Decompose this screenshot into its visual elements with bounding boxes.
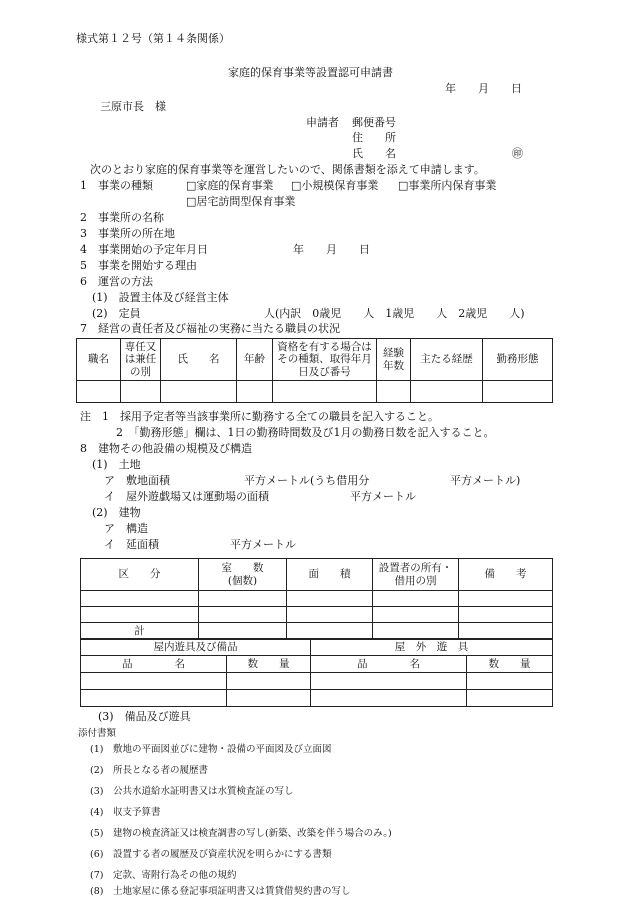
- header-rooms: [199, 559, 287, 591]
- cell-rooms[interactable]: [199, 591, 287, 607]
- item-8-structure: ア 構造: [104, 522, 148, 535]
- equipment-table-row: [81, 673, 553, 690]
- header-outdoor-qty: 数 量: [467, 656, 553, 673]
- item-6-2: (2) 定員: [92, 307, 141, 320]
- header-outdoor-equipment: 屋 外 遊 具: [311, 639, 553, 656]
- item-6: 6 運営の方法: [80, 275, 153, 288]
- header-work-pattern: 勤務形態: [483, 339, 553, 381]
- item-8-site-area-unit2: 平方メートル): [450, 474, 521, 487]
- cell-category[interactable]: [81, 607, 199, 623]
- option-home-visit-childcare[interactable]: □居宅訪問型保育事業: [186, 195, 296, 208]
- item-7: 7 経営の責任者及び福祉の実務に当たる職員の状況: [80, 322, 340, 335]
- cell-age[interactable]: [237, 381, 273, 403]
- item-8-site-area: ア 敷地面積: [104, 474, 170, 487]
- note-2: 2 「勤務形態」欄は、1日の勤務時間数及び1月の勤務日数を記入すること。: [116, 426, 495, 439]
- cell-outdoor-qty[interactable]: [467, 673, 553, 690]
- header-qualification: 資格を有する場合はその種類、取得年月日及び番号: [273, 339, 377, 381]
- header-career: 主たる経歴: [411, 339, 483, 381]
- cell-category[interactable]: [81, 591, 199, 607]
- applicant-postal-label: 郵便番号: [352, 116, 396, 129]
- staff-table: [76, 338, 553, 403]
- cell-area[interactable]: [287, 591, 373, 607]
- attachment-3: (3) 公共水道給水証明書又は水質検査証の写し: [90, 786, 294, 797]
- staff-table-row: [77, 381, 553, 403]
- attachment-7: (7) 定款、寄附行為その他の規約: [90, 870, 237, 881]
- addressee: 三原市長 様: [100, 100, 166, 113]
- item-4-date: 年 月 日: [293, 243, 370, 256]
- applicant-name-label: 氏 名: [352, 147, 396, 160]
- item-8-land: (1) 土地: [92, 458, 141, 471]
- item-6-2-detail: 人(内訳 0歳児 人 1歳児 人 2歳児 人): [264, 307, 525, 320]
- header-rooms-sub: (個数): [227, 574, 258, 587]
- applicant-address-label: 住 所: [352, 131, 396, 144]
- item-5: 5 事業を開始する理由: [80, 259, 197, 272]
- cell-ownership[interactable]: [373, 591, 459, 607]
- item-2: 2 事業所の名称: [80, 211, 164, 224]
- header-indoor-equipment: 屋内遊具及び備品: [81, 639, 311, 656]
- cell-area[interactable]: [287, 607, 373, 623]
- header-indoor-qty: 数 量: [227, 656, 311, 673]
- form-number: 様式第１２号（第１４条関係）: [76, 32, 230, 45]
- item-8-floor-area: イ 延面積: [104, 538, 159, 551]
- building-table-row: [81, 607, 553, 623]
- building-table-header-row: [81, 559, 553, 591]
- cell-indoor-item[interactable]: [81, 673, 227, 690]
- option-home-childcare[interactable]: □家庭的保育事業: [186, 179, 274, 192]
- cell-experience[interactable]: [377, 381, 411, 403]
- header-age: 年齢: [237, 339, 273, 381]
- cell-rooms[interactable]: [199, 607, 287, 623]
- cell-outdoor-qty[interactable]: [467, 690, 553, 707]
- cell-qualification[interactable]: [273, 381, 377, 403]
- header-experience-years: 経験年数: [377, 339, 411, 381]
- cell-indoor-qty[interactable]: [227, 673, 311, 690]
- item-4: 4 事業開始の予定年月日: [80, 243, 208, 256]
- cell-total-rooms[interactable]: [199, 623, 287, 640]
- cell-remarks[interactable]: [459, 607, 553, 623]
- header-rooms-label: 室 数: [221, 562, 264, 575]
- option-small-childcare[interactable]: □小規模保育事業: [291, 179, 379, 192]
- building-table-total-row: [81, 623, 553, 640]
- cell-name[interactable]: [161, 381, 237, 403]
- header-fulltime-parttime: 専任又は兼任の別: [121, 339, 161, 381]
- item-1-number: 1: [80, 179, 87, 192]
- applicant-label: 申請者: [306, 116, 339, 129]
- header-job-title: 職名: [77, 339, 121, 381]
- item-8-playground-area-unit: 平方メートル: [350, 490, 416, 503]
- cell-outdoor-item[interactable]: [311, 690, 467, 707]
- building-table-row: [81, 591, 553, 607]
- item-8-building: (2) 建物: [92, 506, 141, 519]
- item-8: 8 建物その他設備の規模及び構造: [80, 442, 252, 455]
- cell-job-title[interactable]: [77, 381, 121, 403]
- attachment-5: (5) 建物の検査済証又は検査調書の写し(新築、改築を伴う場合のみ。): [90, 828, 392, 839]
- item-1-label: 事業の種類: [98, 179, 153, 192]
- attachment-4: (4) 収支予算書: [90, 807, 161, 818]
- date-line: 年 月 日: [445, 82, 522, 95]
- total-label: 計: [81, 623, 199, 640]
- cell-work-pattern[interactable]: [483, 381, 553, 403]
- item-8-playground-area: イ 屋外遊戯場又は運動場の面積: [104, 490, 269, 503]
- item-6-1: (1) 設置主体及び経営主体: [92, 291, 229, 304]
- attachments-title: 添付書類: [78, 728, 117, 739]
- header-outdoor-item: 品 名: [311, 656, 467, 673]
- staff-table-header-row: [77, 339, 553, 381]
- attachment-2: (2) 所長となる者の履歴書: [90, 765, 208, 776]
- equipment-table-row: [81, 690, 553, 707]
- item-8-3: (3) 備品及び遊具: [98, 710, 191, 723]
- equipment-table-group-row: [81, 639, 553, 656]
- seal-mark: ㊞: [512, 147, 523, 160]
- cell-total-area[interactable]: [287, 623, 373, 640]
- header-remarks: 備 考: [459, 559, 553, 591]
- equipment-table: [80, 638, 553, 707]
- header-indoor-item: 品 名: [81, 656, 227, 673]
- header-area: 面 積: [287, 559, 373, 591]
- equipment-table-header-row: [81, 656, 553, 673]
- cell-remarks[interactable]: [459, 591, 553, 607]
- header-category: 区 分: [81, 559, 199, 591]
- intro-text: 次のとおり家庭的保育事業等を運営したいので、関係書類を添えて申請します。: [90, 163, 485, 176]
- cell-ownership[interactable]: [373, 607, 459, 623]
- cell-indoor-item[interactable]: [81, 690, 227, 707]
- form-title: 家庭的保育事業等設置認可申請書: [228, 66, 393, 79]
- option-workplace-childcare[interactable]: □事業所内保育事業: [398, 179, 497, 192]
- attachment-6: (6) 設置する者の履歴及び資産状況を明らかにする書類: [90, 849, 332, 860]
- cell-indoor-qty[interactable]: [227, 690, 311, 707]
- cell-outdoor-item[interactable]: [311, 673, 467, 690]
- cell-career[interactable]: [411, 381, 483, 403]
- item-3: 3 事業所の所在地: [80, 227, 175, 240]
- header-name: 氏 名: [161, 339, 237, 381]
- header-ownership: 設置者の所有・借用の別: [373, 559, 459, 591]
- cell-fulltime-parttime[interactable]: [121, 381, 161, 403]
- item-8-floor-area-unit: 平方メートル: [230, 538, 296, 551]
- attachment-8: (8) 土地家屋に係る登記事項証明書又は賃貸借契約書の写し: [90, 886, 351, 897]
- cell-total-remarks[interactable]: [459, 623, 553, 640]
- note-1: 注 1 採用予定者等当該事業所に勤務する全ての職員を記入すること。: [80, 410, 439, 423]
- cell-total-ownership[interactable]: [373, 623, 459, 640]
- building-table: [80, 558, 553, 640]
- item-8-site-area-unit: 平方メートル(うち借用分: [244, 474, 370, 487]
- attachment-1: (1) 敷地の平面図並びに建物・設備の平面図及び立面図: [90, 744, 332, 755]
